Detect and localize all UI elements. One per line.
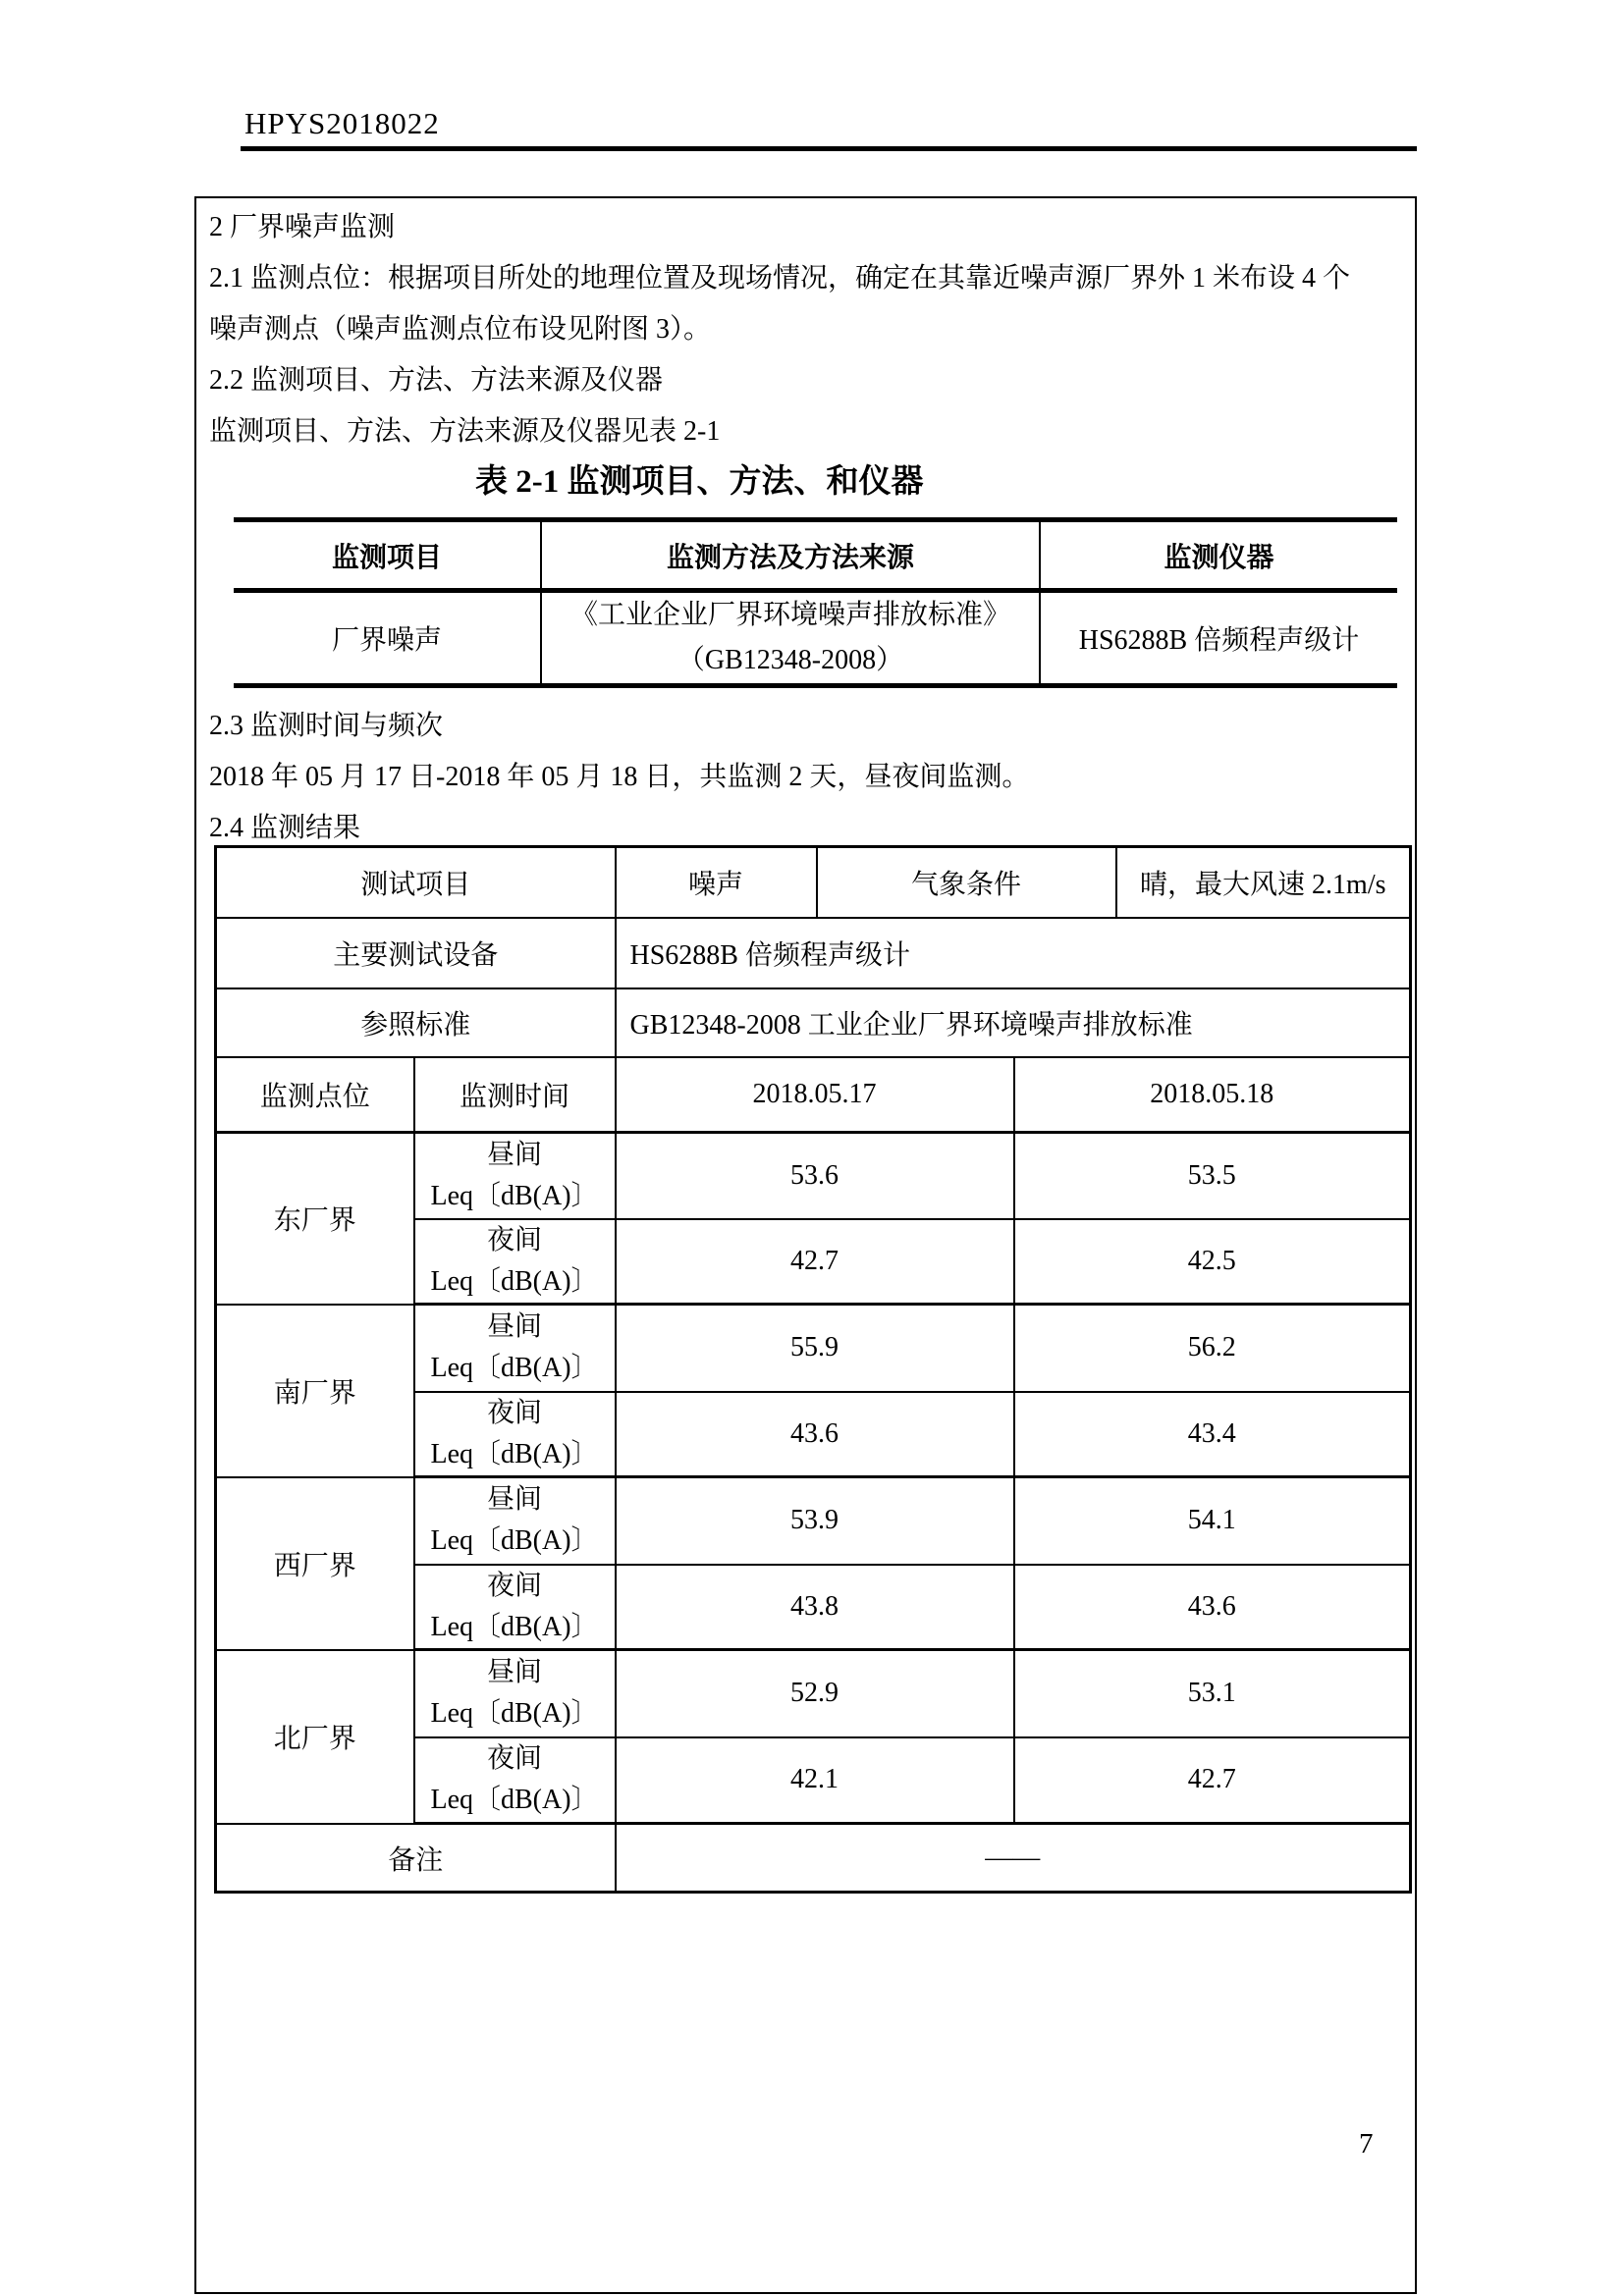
- equipment-value: HS6288B 倍频程声级计: [616, 918, 1411, 988]
- test-item-label: 测试项目: [216, 847, 616, 918]
- time-label: 监测时间: [414, 1057, 616, 1133]
- night-leq-label: 夜间 Leq〔dB(A)〕: [414, 1392, 616, 1477]
- standard-label: 参照标准: [216, 988, 616, 1057]
- intro-paragraphs: [209, 202, 1402, 457]
- row-south-day: [216, 1305, 1411, 1392]
- table1-method-cell: [541, 591, 1040, 686]
- table1-header-item: 监测项目: [234, 520, 541, 591]
- day-leq-label: 昼间 Leq〔dB(A)〕: [414, 1650, 616, 1737]
- day-leq-label: 昼间 Leq〔dB(A)〕: [414, 1477, 616, 1565]
- night-leq-label: 夜间 Leq〔dB(A)〕: [414, 1219, 616, 1305]
- night-leq-label: 夜间 Leq〔dB(A)〕: [414, 1565, 616, 1650]
- table1-method-line2: （GB12348-2008）: [677, 645, 904, 675]
- section-2-3-heading: 2.3 监测时间与频次: [209, 711, 444, 741]
- test-item-value: 噪声: [616, 847, 817, 918]
- results-row-equipment: [216, 918, 1411, 988]
- row-remark: [216, 1824, 1411, 1893]
- south-day-d2: 56.2: [1014, 1305, 1411, 1392]
- section-2-4-heading: 2.4 监测结果: [209, 813, 361, 843]
- section-2-2-heading: 2.2 监测项目、方法、方法来源及仪器: [209, 365, 664, 396]
- results-row-test-item: [216, 847, 1411, 918]
- table1-title: 表 2-1 监测项目、方法、和仪器: [475, 464, 924, 500]
- north-night-d1: 42.1: [616, 1737, 1014, 1824]
- date2: 2018.05.18: [1014, 1057, 1411, 1133]
- content-box: [194, 196, 1417, 2294]
- table1-instrument-cell: HS6288B 倍频程声级计: [1040, 591, 1397, 686]
- east-day-d2: 53.5: [1014, 1133, 1411, 1219]
- boundary-north: 北厂界: [216, 1650, 414, 1824]
- night-leq-label: 夜间 Leq〔dB(A)〕: [414, 1737, 616, 1824]
- middle-paragraphs: [209, 701, 1402, 854]
- south-night-d2: 43.4: [1014, 1392, 1411, 1477]
- table1-data-row: [234, 591, 1397, 686]
- east-night-d1: 42.7: [616, 1219, 1014, 1305]
- section-heading: 2 厂界噪声监测: [209, 212, 396, 242]
- table1-method-line1: 《工业企业厂界环境噪声排放标准》: [569, 600, 1010, 630]
- results-row-standard: [216, 988, 1411, 1057]
- table1-header-instrument: 监测仪器: [1040, 520, 1397, 591]
- section-2-1-line1: 2.1 监测点位：根据项目所处的地理位置及现场情况，确定在其靠近噪声源厂界外 1 米布设 4 个: [209, 263, 1351, 294]
- row-west-day: [216, 1477, 1411, 1565]
- table-monitoring-results: [214, 845, 1412, 1894]
- day-leq-label: 昼间 Leq〔dB(A)〕: [414, 1305, 616, 1392]
- row-east-day: [216, 1133, 1411, 1219]
- table1-header-method: 监测方法及方法来源: [541, 520, 1040, 591]
- day-leq-label: 昼间 Leq〔dB(A)〕: [414, 1133, 616, 1219]
- west-day-d2: 54.1: [1014, 1477, 1411, 1565]
- standard-value: GB12348-2008 工业企业厂界环境噪声排放标准: [616, 988, 1411, 1057]
- west-night-d1: 43.8: [616, 1565, 1014, 1650]
- north-night-d2: 42.7: [1014, 1737, 1411, 1824]
- weather-label: 气象条件: [817, 847, 1116, 918]
- south-day-d1: 55.9: [616, 1305, 1014, 1392]
- section-2-3-dates: 2018 年 05 月 17 日-2018 年 05 月 18 日，共监测 2 天，昼夜间监测。: [209, 762, 1030, 792]
- document-number: HPYS2018022: [244, 106, 440, 140]
- boundary-west: 西厂界: [216, 1477, 414, 1650]
- remark-value: ——: [616, 1824, 1411, 1893]
- section-2-2-ref: 监测项目、方法、方法来源及仪器见表 2-1: [209, 416, 721, 447]
- point-label: 监测点位: [216, 1057, 414, 1133]
- table1-header-row: [234, 520, 1397, 591]
- boundary-east: 东厂界: [216, 1133, 414, 1305]
- date1: 2018.05.17: [616, 1057, 1014, 1133]
- weather-value: 晴，最大风速 2.1m/s: [1116, 847, 1411, 918]
- east-day-d1: 53.6: [616, 1133, 1014, 1219]
- row-north-day: [216, 1650, 1411, 1737]
- header-rule: [241, 146, 1417, 151]
- page-number: 7: [1359, 2128, 1374, 2160]
- south-night-d1: 43.6: [616, 1392, 1014, 1477]
- north-day-d2: 53.1: [1014, 1650, 1411, 1737]
- table-monitoring-method: [234, 517, 1397, 688]
- east-night-d2: 42.5: [1014, 1219, 1411, 1305]
- equipment-label: 主要测试设备: [216, 918, 616, 988]
- section-2-1-line2: 噪声测点（噪声监测点位布设见附图 3）。: [209, 314, 712, 345]
- west-day-d1: 53.9: [616, 1477, 1014, 1565]
- table1-item-cell: 厂界噪声: [331, 625, 442, 656]
- west-night-d2: 43.6: [1014, 1565, 1411, 1650]
- north-day-d1: 52.9: [616, 1650, 1014, 1737]
- remark-label: 备注: [216, 1824, 616, 1893]
- boundary-south: 南厂界: [216, 1305, 414, 1477]
- results-row-dates: [216, 1057, 1411, 1133]
